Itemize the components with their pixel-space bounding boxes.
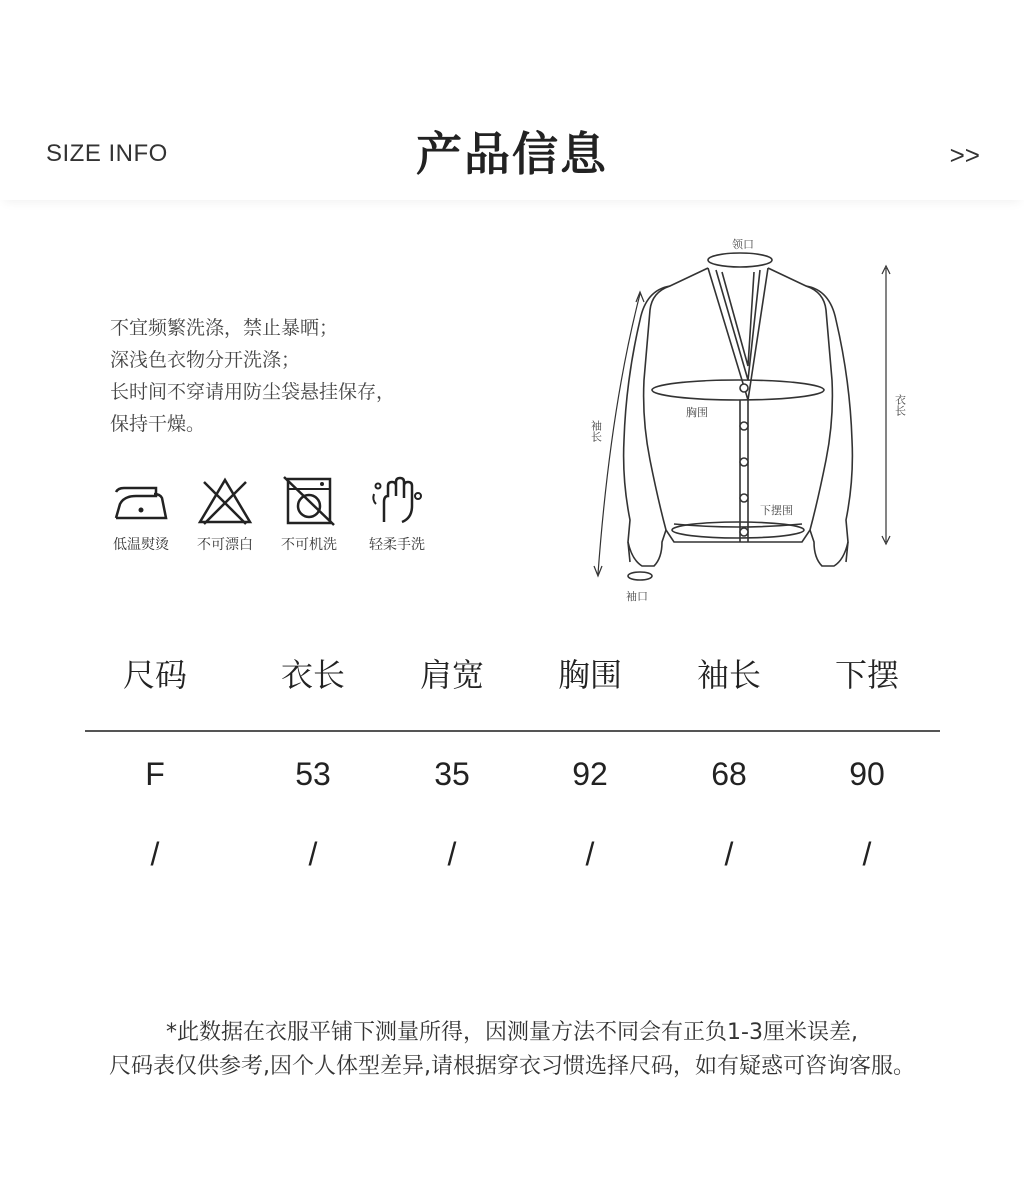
table-header: 衣长 [280, 656, 345, 694]
care-line: 深浅色衣物分开洗涤； [110, 349, 301, 371]
hem-label: 下摆围 [760, 504, 793, 517]
sleeve-length-label: 袖长 [589, 420, 603, 442]
care-icon-iron [96, 476, 186, 554]
length-label: 衣长 [893, 394, 907, 416]
no-bleach-icon [194, 476, 256, 526]
table-header: 下摆 [834, 656, 899, 694]
care-line: 长时间不穿请用防尘袋悬挂保存， [110, 381, 396, 403]
note-line: 尺码表仅供参考,因个人体型差异,请根据穿衣习惯选择尺码，如有疑惑可咨询客服。 [109, 1054, 915, 1079]
table-cell: / [862, 836, 872, 872]
care-icon-label: 低温熨烫 [113, 537, 169, 553]
no-machine-wash-icon [278, 476, 340, 526]
table-cell: / [724, 836, 734, 872]
table-header: 肩宽 [419, 656, 484, 694]
table-cell: / [308, 836, 318, 872]
cardigan-diagram [570, 230, 910, 610]
iron-low-temp-icon [110, 476, 172, 526]
cuff-label: 袖口 [626, 590, 648, 603]
cardigan-outline [624, 253, 853, 580]
placket-buttons [740, 384, 748, 536]
care-icon-handwash [352, 476, 442, 554]
table-cell: 35 [434, 756, 470, 792]
table-cell: / [150, 836, 160, 872]
care-icon-label: 不可漂白 [197, 537, 253, 553]
header-band [0, 0, 1024, 200]
care-line: 保持干燥。 [110, 413, 206, 435]
chest-label: 胸围 [686, 406, 708, 419]
table-cell: 92 [572, 756, 608, 792]
table-cell: 90 [849, 756, 885, 792]
table-header: 尺码 [122, 656, 187, 694]
note-line: *此数据在衣服平铺下测量所得，因测量方法不同会有正负1-3厘米误差, [166, 1020, 858, 1045]
table-cell: / [585, 836, 595, 872]
disclaimer-note [0, 1016, 1024, 1084]
size-info-label: SIZE INFO [46, 140, 168, 167]
table-cell: / [447, 836, 457, 872]
care-icon-label: 轻柔手洗 [369, 537, 425, 553]
table-cell: F [145, 756, 165, 792]
care-icon-bleach [180, 476, 270, 554]
care-line: 不宜频繁洗涤，禁止暴晒； [110, 317, 339, 339]
table-header: 袖长 [696, 656, 761, 694]
gentle-hand-wash-icon [366, 476, 428, 526]
care-instructions [110, 312, 530, 440]
care-icon-label: 不可机洗 [281, 537, 337, 553]
table-cell: 68 [711, 756, 747, 792]
table-header: 胸围 [557, 656, 622, 694]
table-cell: 53 [295, 756, 331, 792]
next-arrows[interactable]: >> [949, 140, 980, 170]
page-title: 产品信息 [416, 127, 608, 181]
collar-label: 领口 [732, 238, 754, 251]
care-icon-machine [264, 476, 354, 554]
table-divider [85, 730, 940, 732]
